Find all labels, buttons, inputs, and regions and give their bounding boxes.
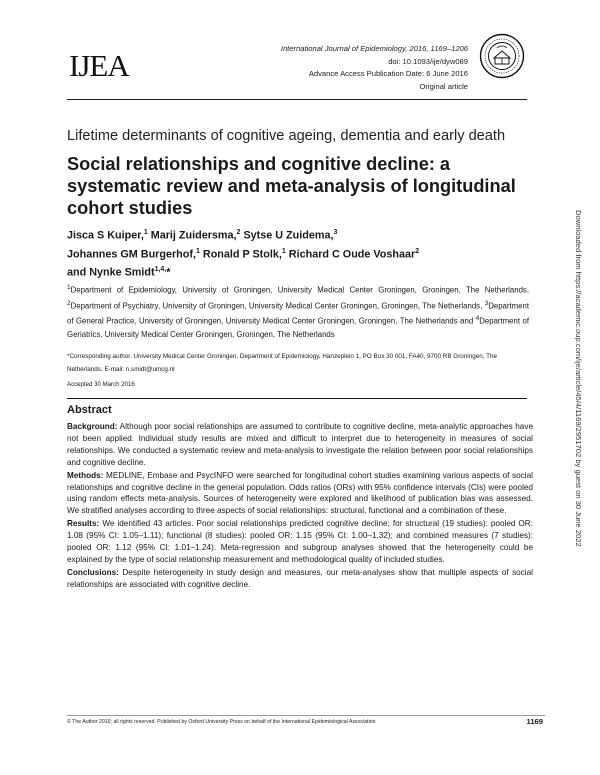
author-affil-ref: 1 [195,247,200,255]
abstract-text: Despite heterogeneity in study design and measures, our meta-analyses show that multiple aspects of social relationships are associated with cognitive decline. [67,567,534,589]
article-title: Social relationships and cognitive decline: a systematic review and meta-analysis of longitudinal cohort studies [67,154,516,218]
affiliations [67,281,529,341]
abstract-rule [67,398,527,399]
author-affil-ref: 1,4, [154,266,167,274]
section-title: Lifetime determinants of cognitive ageing, dementia and early death [67,128,506,144]
article-type: Original article [419,81,468,91]
corresponding-mark: * [166,266,171,279]
footer-rule [67,715,545,716]
journal-citation: International Journal of Epidemiology, 2016, 1169–1206 [280,44,468,53]
abstract-conclusions [67,567,533,591]
abstract-text: We identified 43 articles. Poor social relationships predicted cognitive decline; for structural (19 studies): pooled OR: 1.08 (95% CI: 1.05–1.11); functional (8 studies): pooled OR: 1.15 (95% CI: 1.00–1.32); and combined measures (7 studies): pooled OR: 1.12 (95% CI: 1.01–1.24). Meta-regression and subgroup analyses showed that the heterogeneity could be explained by the type of social relationship measurement and methodological quality of included studies. [67,519,533,564]
author-affil-ref: 2 [236,229,241,236]
author-affil-ref: 3 [333,229,338,236]
affiliation-number: 2 [67,299,71,307]
abstract-text: Although poor social relationships are assumed to contribute to cognitive decline, meta-analytic approaches have not been applied. Individual study results are mixed and difficult to interpret due to heterogeneity in measures of social relationships. We conducted a systematic review and meta-analysis to investigate the relation between poor social relationships and cognitive decline. [67,422,533,467]
doi[interactable]: doi: 10.1093/ije/dyw089 [388,56,468,66]
society-seal-icon [479,33,525,79]
author-name[interactable]: Marij Zuidersma, [150,229,237,242]
download-watermark-text: Downloaded from https://academic.oup.com/ije/article/45/4/1169/2951702 by guest on 30 June 2022 [574,210,583,547]
affiliation-number: 1 [67,284,71,291]
page-number: 1169 [526,717,543,726]
author-affil-ref: 2 [415,247,420,255]
abstract-label: Conclusions: [67,567,119,577]
author-name[interactable]: Sytse U Zuidema, [243,229,334,242]
advance-access-date: Advance Access Publication Date: 6 June 2016 [308,69,468,78]
author-name[interactable]: Johannes GM Burgerhof, [67,248,196,261]
download-watermark [574,210,586,610]
author-name[interactable]: Ronald P Stolk, [202,248,282,261]
abstract-label: Results: [67,519,100,529]
affiliation-text: Department of General Practice, University of Groningen, University Medical Center Groningen, Groningen, The Netherlands and [67,301,529,326]
affiliation-text: Department of Geriatrics, University Medical Center Groningen, Groningen, The Netherlands [67,316,530,340]
abstract-results [67,518,533,566]
affiliation-text: Department of Epidemiology, University of Groningen, University Medical Center Groningen, Groningen, The Netherlands, [70,285,529,295]
abstract-text: MEDLINE, Embase and PsycINFO were searched for longitudinal cohort studies examining various aspects of social relationships and cognitive decline in the general population. Odds ratios (ORs) with 95% confidence intervals (CIs) were pooled using random effects meta-analysis. Sources of heterogeneity were explored and likelihood of publication bias was assessed. We stratified analyses according to three aspects of social relationships: structural, functional and a combination of these. [67,470,533,516]
author-list [67,225,537,281]
abstract-label: Background: [67,422,118,431]
abstract-background [67,421,533,469]
affiliation-text: Department of Psychiatry, University of Groningen, University Medical Center Groningen, Groningen, The Netherlands, [70,301,483,311]
affiliation-number: 3 [484,299,489,307]
copyright-notice: © The Author 2016; all rights reserved. Published by Oxford University Press on behalf of the International Epidemiological Association [67,719,376,725]
abstract-body [67,421,533,592]
author-name[interactable]: Richard C Oude Voshaar [288,248,416,261]
journal-meta [281,43,468,93]
author-affil-ref: 1 [281,247,286,255]
author-name[interactable]: and Nynke Smidt [67,266,155,279]
journal-logo-text: IJEA [69,48,129,83]
abstract-label: Methods: [67,470,104,480]
abstract-methods [67,470,533,518]
abstract-heading: Abstract [67,404,112,416]
author-affil-ref: 1 [143,229,148,236]
author-name[interactable]: Jisca S Kuiper, [67,229,144,242]
accepted-date: Accepted 30 March 2016 [67,381,135,388]
affiliation-number: 4 [475,315,480,323]
header-rule [67,99,527,100]
journal-logo [69,50,153,82]
corresponding-author: *Corresponding author. University Medical Center Groningen, Department of Epidemiology, Hanzeplein 1, PO Box 30 001, FA40, 9700 RB Groningen, The Netherlands. E-mail: n.smidt@umcg.nl [67,353,497,373]
